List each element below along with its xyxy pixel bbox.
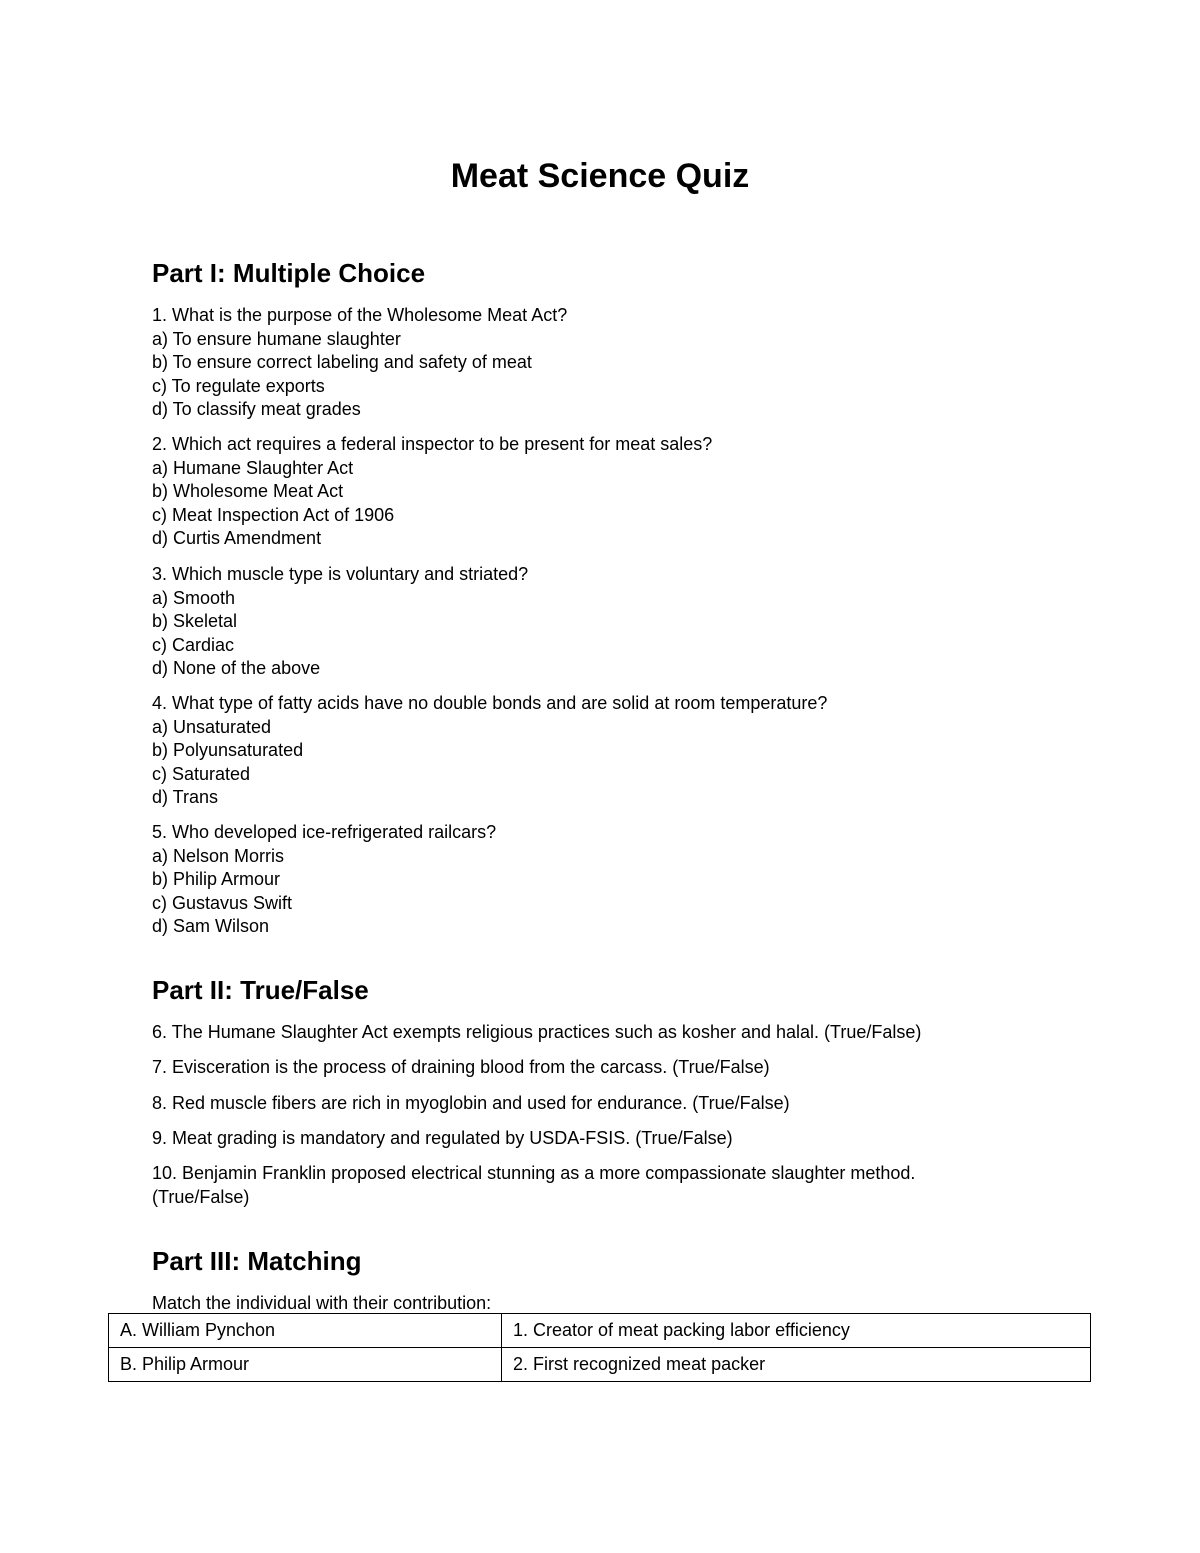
question-4: [152, 692, 1052, 810]
answer-option: a) Nelson Morris: [152, 845, 285, 866]
question-prompt: 5. Who developed ice-refrigerated railcars?: [152, 822, 497, 842]
table-row: [109, 1348, 1091, 1382]
question-5: [152, 821, 1052, 939]
answer-option: a) Smooth: [152, 587, 236, 608]
part-3-heading: Part III: Matching: [152, 1246, 362, 1276]
table-row: [109, 1314, 1091, 1348]
answer-option: d) None of the above: [152, 658, 321, 678]
question-1: [152, 304, 1052, 422]
question-prompt: 3. Which muscle type is voluntary and striated?: [152, 564, 529, 584]
answer-option: d) Sam Wilson: [152, 916, 270, 936]
answer-option: a) Humane Slaughter Act: [152, 457, 354, 478]
answer-option: b) Philip Armour: [152, 869, 281, 889]
contribution-cell: 1. Creator of meat packing labor efficiency: [502, 1314, 1091, 1348]
answer-option: b) To ensure correct labeling and safety of meat: [152, 352, 532, 372]
part-1-heading: Part I: Multiple Choice: [152, 258, 426, 288]
person-cell: B. Philip Armour: [109, 1348, 502, 1382]
matching-table: [108, 1313, 1091, 1382]
answer-option: c) Meat Inspection Act of 1906: [152, 504, 395, 525]
question-prompt: 2. Which act requires a federal inspector to be present for meat sales?: [152, 434, 713, 454]
question-prompt: 4. What type of fatty acids have no double bonds and are solid at room temperature?: [152, 693, 828, 713]
answer-option: c) Cardiac: [152, 634, 235, 655]
answer-option: a) To ensure humane slaughter: [152, 328, 401, 349]
answer-option: b) Polyunsaturated: [152, 740, 304, 760]
answer-option: b) Skeletal: [152, 611, 238, 631]
answer-option: d) To classify meat grades: [152, 399, 361, 419]
true-false-statement-9: 9. Meat grading is mandatory and regulated by USDA-FSIS. (True/False): [152, 1128, 733, 1148]
question-prompt: 1. What is the purpose of the Wholesome Meat Act?: [152, 305, 568, 325]
answer-option: c) Gustavus Swift: [152, 892, 293, 913]
answer-option: c) To regulate exports: [152, 375, 325, 396]
person-cell: A. William Pynchon: [109, 1314, 502, 1348]
true-false-statement-10: 10. Benjamin Franklin proposed electrical stunning as a more compassionate slaughter method. (True/False): [152, 1163, 916, 1207]
true-false-statement-7: 7. Evisceration is the process of draining blood from the carcass. (True/False): [152, 1057, 770, 1077]
matching-instructions: Match the individual with their contribution:: [152, 1293, 492, 1313]
answer-option: c) Saturated: [152, 763, 251, 784]
question-2: [152, 433, 1052, 551]
question-3: [152, 563, 1052, 681]
true-false-statement-6: 6. The Humane Slaughter Act exempts religious practices such as kosher and halal. (True/False): [152, 1022, 922, 1042]
answer-option: b) Wholesome Meat Act: [152, 481, 344, 501]
page-title: Meat Science Quiz: [450, 157, 750, 195]
answer-option: a) Unsaturated: [152, 716, 272, 737]
contribution-cell: 2. First recognized meat packer: [502, 1348, 1091, 1382]
part-2-heading: Part II: True/False: [152, 975, 369, 1005]
answer-option: d) Curtis Amendment: [152, 528, 322, 548]
answer-option: d) Trans: [152, 787, 219, 807]
true-false-statement-8: 8. Red muscle fibers are rich in myoglobin and used for endurance. (True/False): [152, 1093, 790, 1113]
